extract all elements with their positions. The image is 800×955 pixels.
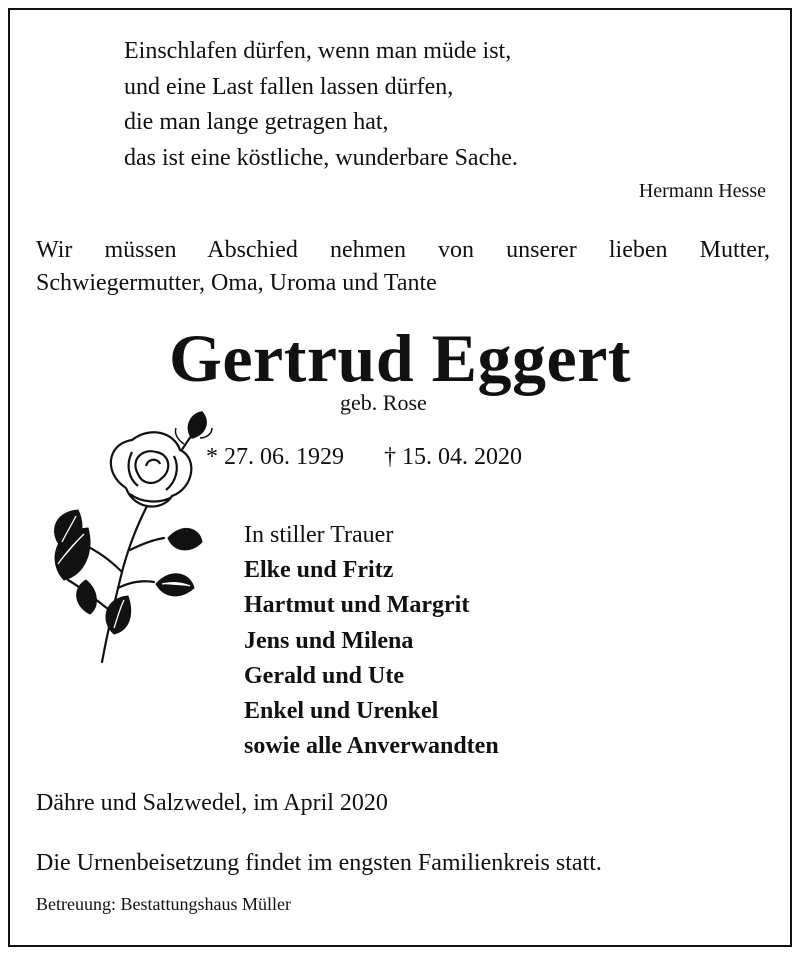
poem-author: Hermann Hesse xyxy=(638,180,766,202)
mourner-entry: Gerald und Ute xyxy=(244,662,405,689)
obituary-notice xyxy=(8,8,792,947)
birth-name: geb. Rose xyxy=(340,390,427,415)
life-dates xyxy=(206,444,522,471)
mourner-entry: Jens und Milena xyxy=(244,627,414,654)
poem xyxy=(124,34,518,176)
mourner-entry: Hartmut und Margrit xyxy=(244,592,470,619)
farewell-intro xyxy=(36,234,770,300)
poem-line: Einschlafen dürfen, wenn man müde ist, xyxy=(124,38,512,64)
mourners-list xyxy=(244,518,499,764)
mourners-lead: In stiller Trauer xyxy=(244,522,394,548)
mourner-entry: sowie alle Anverwandten xyxy=(244,733,499,760)
birth-date: * 27. 06. 1929 xyxy=(206,444,344,470)
poem-line: die man lange getragen hat, xyxy=(124,109,389,135)
burial-note: Die Urnenbeisetzung findet im engsten Familienkreis statt. xyxy=(36,850,602,876)
intro-line: Schwiegermutter, Oma, Uroma und Tante xyxy=(36,270,437,296)
death-date: † 15. 04. 2020 xyxy=(384,444,522,470)
deceased-name: Gertrud Eggert xyxy=(168,320,632,396)
poem-line: das ist eine köstliche, wunderbare Sache. xyxy=(124,144,518,171)
poem-line: und eine Last fallen lassen dürfen, xyxy=(124,73,454,100)
rose-icon xyxy=(34,404,214,664)
intro-line: Wir müssen Abschied nehmen von unserer lieben Mutter, xyxy=(36,237,770,263)
mourner-entry: Enkel und Urenkel xyxy=(244,698,439,725)
place-date: Dähre und Salzwedel, im April 2020 xyxy=(36,790,388,816)
funeral-service: Betreuung: Bestattungshaus Müller xyxy=(36,894,291,914)
mourner-entry: Elke und Fritz xyxy=(244,557,394,584)
